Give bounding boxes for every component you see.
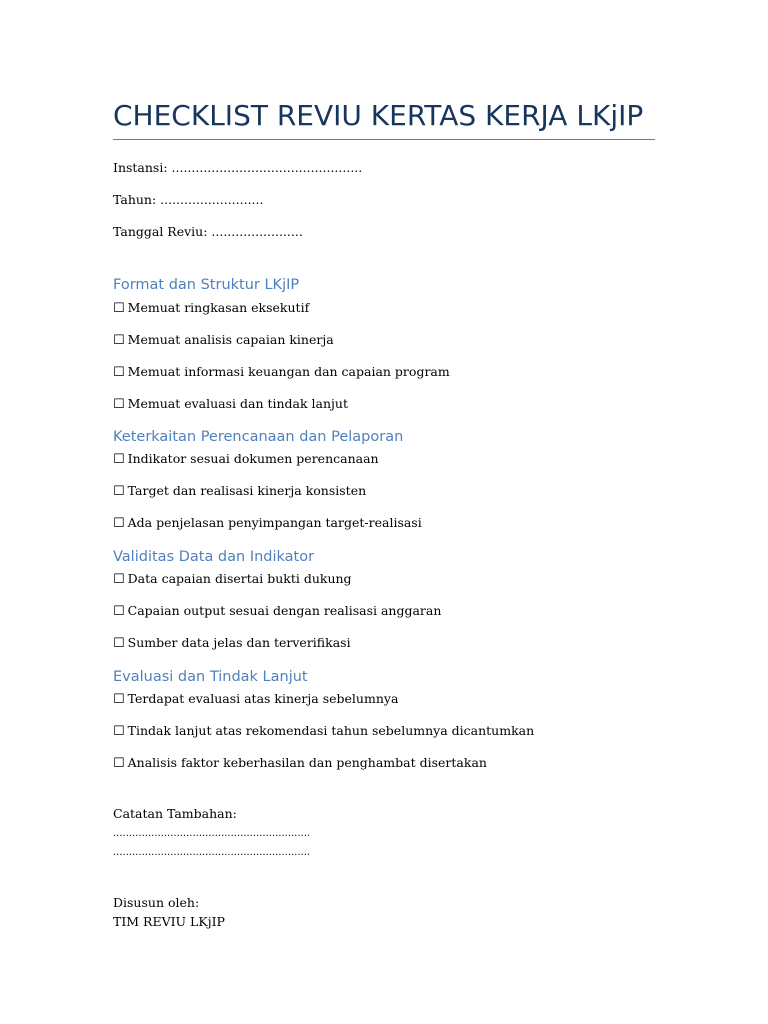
checklist-item-label: Tindak lanjut atas rekomendasi tahun sebelumnya dicantumkan: [127, 723, 535, 738]
checkbox-icon[interactable]: ☐: [113, 604, 125, 619]
checklist-item-label: Memuat analisis capaian kinerja: [127, 332, 334, 347]
checklist-item: [113, 483, 366, 500]
field-tanggal-reviu: Tanggal Reviu: .......................: [113, 224, 303, 239]
signature-name: TIM REVIU LKjIP: [113, 914, 225, 929]
checklist-item-label: Analisis faktor keberhasilan dan penghambat disertakan: [127, 755, 487, 770]
checkbox-icon[interactable]: ☐: [113, 484, 125, 499]
checkbox-icon[interactable]: ☐: [113, 756, 125, 771]
checklist-item-label: Memuat evaluasi dan tindak lanjut: [127, 396, 349, 411]
checklist-item-label: Ada penjelasan penyimpangan target-realisasi: [127, 515, 422, 530]
checklist-item-label: Data capaian disertai bukti dukung: [127, 571, 352, 586]
notes-line: ..............................................................: [113, 847, 311, 858]
checklist-item-label: Sumber data jelas dan terverifikasi: [127, 635, 351, 650]
checkbox-icon[interactable]: ☐: [113, 397, 125, 412]
checkbox-icon[interactable]: ☐: [113, 572, 125, 587]
checkbox-icon[interactable]: ☐: [113, 333, 125, 348]
checklist-item-label: Indikator sesuai dokumen perencanaan: [127, 451, 379, 466]
title-underline: [113, 139, 655, 140]
checklist-item: [113, 635, 351, 652]
checklist-item: [113, 755, 487, 772]
field-tahun: Tahun: ..........................: [113, 192, 264, 207]
checkbox-icon[interactable]: ☐: [113, 516, 125, 531]
checkbox-icon[interactable]: ☐: [113, 636, 125, 651]
checkbox-icon[interactable]: ☐: [113, 692, 125, 707]
checkbox-icon[interactable]: ☐: [113, 452, 125, 467]
checklist-item: [113, 451, 379, 468]
checklist-item: [113, 723, 534, 740]
checklist-item-label: Capaian output sesuai dengan realisasi anggaran: [127, 603, 442, 618]
section-heading-validitas: Validitas Data dan Indikator: [113, 549, 315, 565]
checklist-item-label: Terdapat evaluasi atas kinerja sebelumnya: [127, 691, 399, 706]
checklist-item-label: Memuat ringkasan eksekutif: [127, 300, 310, 315]
notes-label: Catatan Tambahan:: [113, 806, 237, 821]
section-heading-keterkaitan: Keterkaitan Perencanaan dan Pelaporan: [113, 429, 404, 445]
checklist-item: [113, 332, 334, 349]
section-heading-evaluasi: Evaluasi dan Tindak Lanjut: [113, 669, 308, 685]
checklist-item: [113, 300, 309, 317]
notes-line: ..............................................................: [113, 828, 311, 839]
checkbox-icon[interactable]: ☐: [113, 365, 125, 380]
checklist-item: [113, 571, 352, 588]
checklist-item: [113, 603, 441, 620]
checklist-item-label: Memuat informasi keuangan dan capaian program: [127, 364, 450, 379]
checklist-item: [113, 364, 450, 381]
checklist-item-label: Target dan realisasi kinerja konsisten: [127, 483, 367, 498]
checkbox-icon[interactable]: ☐: [113, 301, 125, 316]
section-heading-format: Format dan Struktur LKjIP: [113, 277, 300, 293]
signature-label: Disusun oleh:: [113, 895, 200, 910]
checklist-item: [113, 396, 348, 413]
checkbox-icon[interactable]: ☐: [113, 724, 125, 739]
field-instansi: Instansi: ................................................: [113, 160, 363, 175]
checklist-item: [113, 515, 422, 532]
checklist-item: [113, 691, 398, 708]
document-title: CHECKLIST REVIU KERTAS KERJA LKjIP: [113, 99, 644, 132]
